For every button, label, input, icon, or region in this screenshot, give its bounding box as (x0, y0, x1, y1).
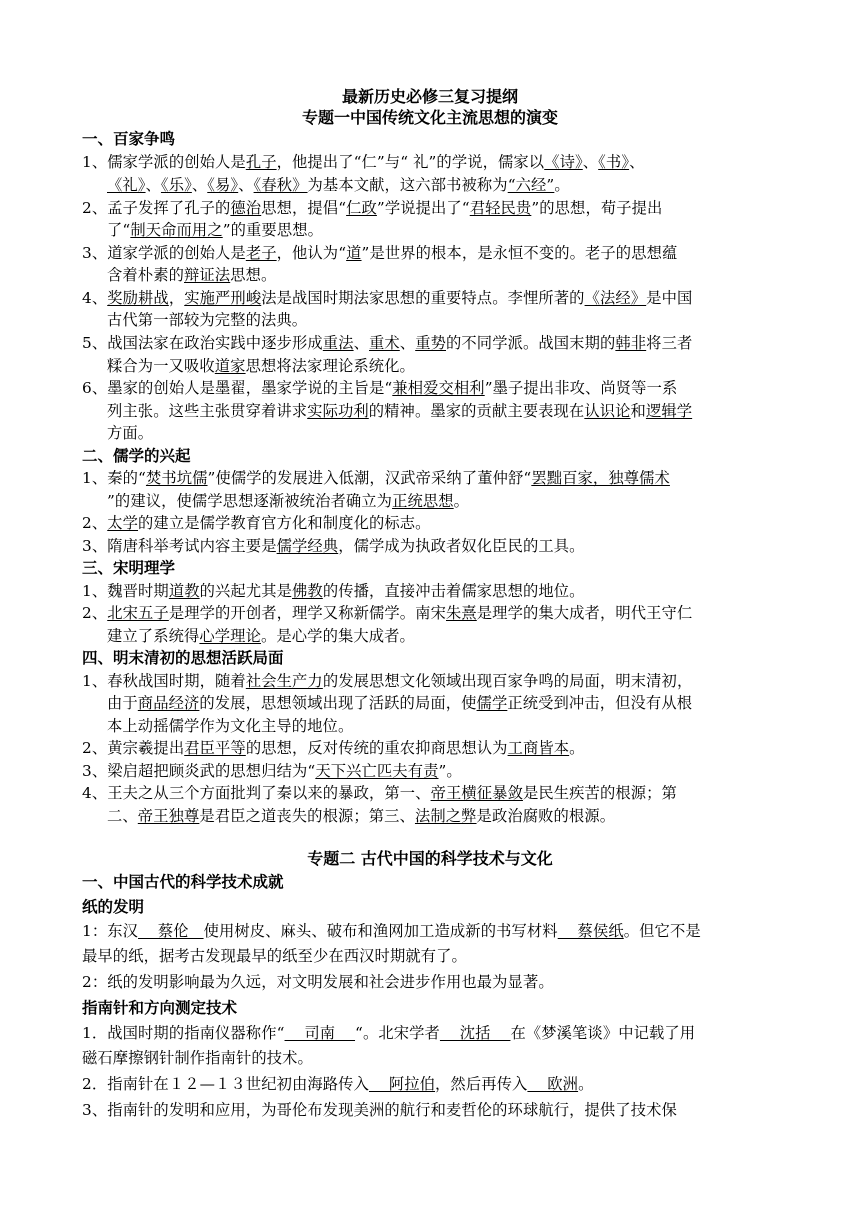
list-item-line: 含着朴素的辩证法思想。 (107, 266, 277, 284)
list-item-line: 列主张。这些主张贯穿着讲求实际功利的精神。墨家的贡献主要表现在认识论和逻辑学 (107, 402, 693, 420)
section-heading: 二、儒学的兴起 (82, 447, 191, 465)
list-item-line: 1、儒家学派的创始人是孔子，他提出了“仁”与“ 礼”的学说，儒家以《诗》、《书》、 (82, 153, 645, 171)
section-heading: 一、中国古代的科学技术成就 (82, 873, 284, 891)
paragraph-line: 2．指南针在１２—１３世纪初由海路传入 阿拉伯，然后再传入 欧洲。 (82, 1075, 594, 1093)
paragraph-line: 1．战国时期的指南仪器称作“ 司南 “。北宋学者 沈括 在《梦溪笔谈》中记载了用 (82, 1024, 696, 1042)
list-item-line: 1、魏晋时期道教的兴起尤其是佛教的传播，直接冲击着儒家思想的地位。 (82, 582, 585, 600)
list-item-line: 3、道家学派的创始人是老子，他认为“道”是世界的根本，是永恒不变的。老子的思想蕴 (82, 244, 678, 262)
list-item-line: 由于商品经济的发展，思想领域出现了活跃的局面，使儒学正统受到冲击，但没有从根 (107, 694, 693, 712)
list-item-line: 3、隋唐科举考试内容主要是儒学经典，儒学成为执政者奴化臣民的工具。 (82, 537, 585, 555)
paragraph-line: 1：东汉 蔡伦 使用树皮、麻头、破布和渔网加工造成新的书写材料 蔡侯纸。但它不是 (82, 922, 701, 940)
paragraph-line: 最早的纸，据考古发现最早的纸至少在西汉时期就有了。 (82, 947, 467, 965)
paragraph-line: 2：纸的发明影响最为久远，对文明发展和社会进步作用也最为显著。 (82, 973, 554, 991)
list-item-line: 2、北宋五子是理学的开创者，理学又称新儒学。南宋朱熹是理学的集大成者，明代王守仁 (82, 604, 693, 622)
document-title: 最新历史必修三复习提纲 (341, 87, 518, 106)
list-item-line: ”的建议，使儒学思想逐渐被统治者确立为正统思想。 (107, 492, 470, 510)
topic2-title: 专题二 古代中国的科学技术与文化 (307, 849, 553, 868)
list-item-line: 1、春秋战国时期，随着社会生产力的发展思想文化领域出现百家争鸣的局面，明末清初， (82, 672, 693, 690)
list-item-line: 3、梁启超把顾炎武的思想归结为“天下兴亡匹夫有责”。 (82, 762, 462, 780)
list-item-line: 建立了系统得心学理论。是心学的集大成者。 (107, 627, 415, 645)
list-item-line: 古代第一部较为完整的法典。 (107, 311, 308, 329)
topic1-title: 专题一中国传统文化主流思想的演变 (301, 108, 558, 127)
list-item-line: 方面。 (107, 424, 154, 442)
list-item-line: 1、秦的“焚书坑儒”使儒学的发展进入低潮，汉武帝采纳了董仲舒“罢黜百家，独尊儒术 (82, 469, 670, 487)
paragraph-line: 磁石摩擦钢针制作指南针的技术。 (82, 1049, 313, 1067)
section-heading: 三、宋明理学 (82, 559, 176, 577)
list-item-line: 2、黄宗羲提出君臣平等的思想，反对传统的重农抑商思想认为工商皆本。 (82, 739, 585, 757)
subsection-heading: 指南针和方向测定技术 (82, 999, 238, 1017)
list-item-line: 2、孟子发挥了孔子的德治思想，提倡“仁政”学说提出了“君轻民贵”的思想，荀子提出 (82, 199, 663, 217)
paragraph-line: 3、指南针的发明和应用，为哥伦布发现美洲的航行和麦哲伦的环球航行，提供了技术保 (82, 1101, 677, 1119)
list-item-line: 了“制天命而用之”的重要思想。 (107, 221, 324, 239)
list-item-line: 二、帝王独尊是君臣之道丧失的根源；第三、法制之弊是政治腐败的根源。 (107, 807, 616, 825)
section-heading: 四、明末清初的思想活跃局面 (82, 649, 284, 667)
list-item-line: 5、战国法家在政治实践中逐步形成重法、重术、重势的不同学派。战国末期的韩非将三者 (82, 334, 693, 352)
list-item-line: 4、奖励耕战，实施严刑峻法是战国时期法家思想的重要特点。李悝所著的《法经》是中国 (82, 289, 693, 307)
subsection-heading: 纸的发明 (82, 898, 145, 916)
list-item-line: 《礼》、《乐》、《易》、《春秋》为基本文献，这六部书被称为“六经”。 (107, 176, 570, 194)
list-item-line: 2、太学的建立是儒学教育官方化和制度化的标志。 (82, 514, 431, 532)
list-item-line: 本上动摇儒学作为文化主导的地位。 (107, 717, 354, 735)
list-item-line: 4、王夫之从三个方面批判了秦以来的暴政，第一、帝王横征暴敛是民生疾苦的根源；第 (82, 784, 677, 802)
section-heading: 一、百家争鸣 (82, 130, 176, 148)
list-item-line: 6、墨家的创始人是墨翟，墨家学说的主旨是“兼相爱交相利”墨子提出非攻、尚贤等一系 (82, 379, 678, 397)
list-item-line: 糅合为一又吸收道家思想将法家理论系统化。 (107, 357, 415, 375)
